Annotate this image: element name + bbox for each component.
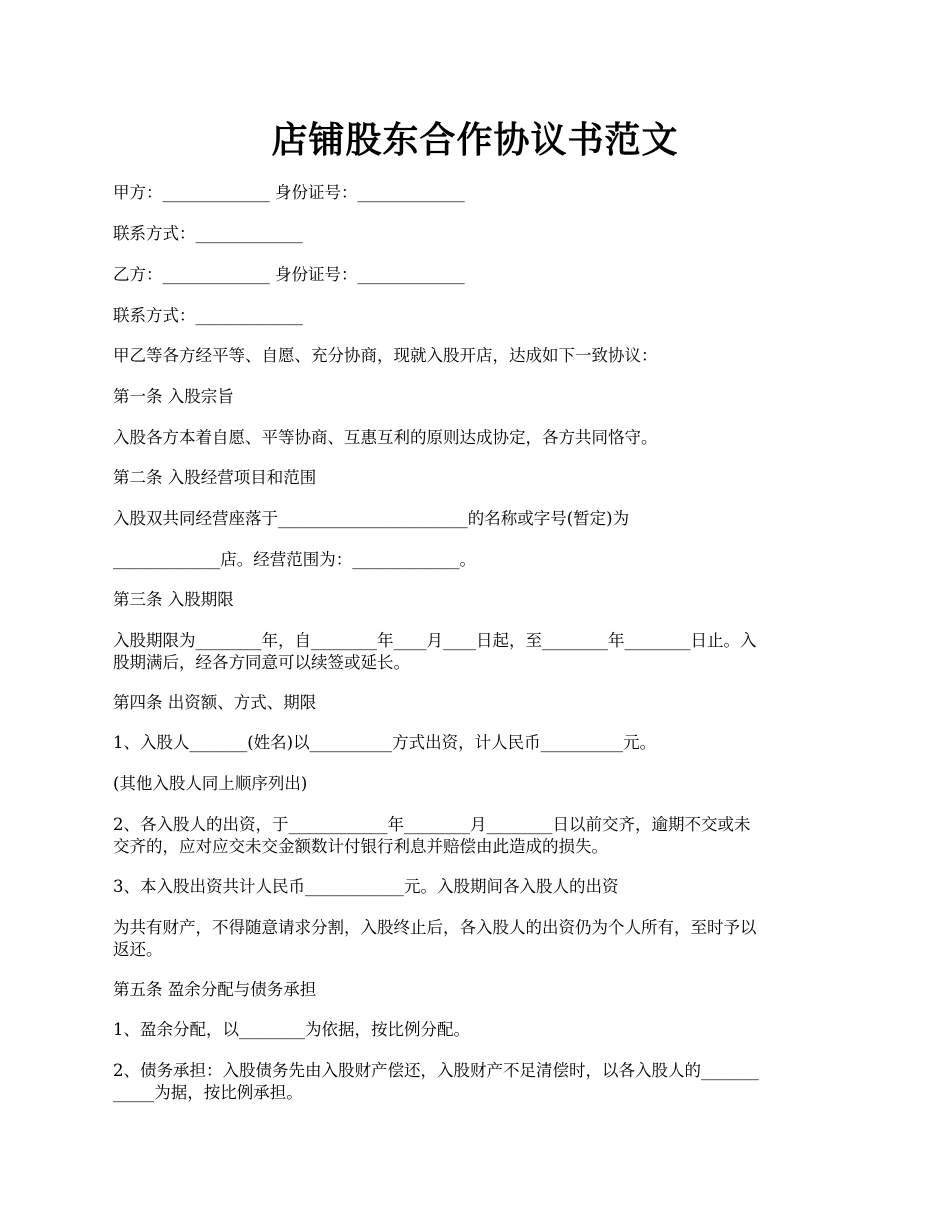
- article-4-clause-3-line-3: 返还。: [113, 940, 163, 959]
- article-2-heading: 第二条 入股经营项目和范围: [113, 468, 317, 487]
- article-3-text-line-2: 股期满后，经各方同意可以续签或延长。: [113, 653, 410, 672]
- article-2-text-line-2: _____________店。经营范围为：_____________。: [113, 550, 476, 569]
- article-1-text: 入股各方本着自愿、平等协商、互惠互利的原则达成协定，各方共同恪守。: [113, 428, 658, 447]
- party-b-line: 乙方：_____________ 身份证号：_____________: [113, 265, 465, 284]
- article-4-heading: 第四条 出资额、方式、期限: [113, 693, 317, 712]
- article-5-clause-2-line-2: _____为据，按比例承担。: [113, 1083, 303, 1102]
- article-5-heading: 第五条 盈余分配与债务承担: [113, 980, 317, 999]
- preamble-paragraph: 甲乙等各方经平等、自愿、充分协商，现就入股开店，达成如下一致协议：: [113, 346, 658, 365]
- article-4-clause-3-line-1: 3、本入股出资共计人民币____________元。入股期间各入股人的出资: [113, 877, 619, 896]
- article-1-heading: 第一条 入股宗旨: [113, 387, 234, 406]
- party-b-contact-line: 联系方式：_____________: [113, 306, 303, 325]
- article-4-note: (其他入股人同上顺序列出): [113, 774, 308, 793]
- article-4-clause-1: 1、入股人_______(姓名)以__________方式出资，计人民币__________元。: [113, 733, 657, 752]
- document-title: 店铺股东合作协议书范文: [271, 119, 679, 161]
- party-a-contact-line: 联系方式：_____________: [113, 224, 303, 243]
- article-5-clause-1: 1、盈余分配，以________为依据，按比例分配。: [113, 1020, 470, 1039]
- article-5-clause-2-line-1: 2、债务承担：入股债务先由入股财产偿还，入股财产不足清偿时，以各入股人的_______: [113, 1061, 759, 1080]
- party-a-line: 甲方：_____________ 身份证号：_____________: [113, 183, 465, 202]
- article-4-clause-2-line-1: 2、各入股人的出资，于____________年________月________日以前交齐，逾期不交或未: [113, 815, 751, 834]
- article-2-text-line-1: 入股双共同经营座落于_______________________的名称或字号(暂定)为: [113, 509, 630, 528]
- article-4-clause-2-line-2: 交齐的，应对应交未交金额数计付银行利息并赔偿由此造成的损失。: [113, 837, 608, 856]
- article-3-heading: 第三条 入股期限: [113, 590, 234, 609]
- article-3-text-line-1: 入股期限为________年，自________年____月____日起，至________年________日止。入: [113, 631, 757, 650]
- article-4-clause-3-line-2: 为共有财产，不得随意请求分割，入股终止后，各入股人的出资仍为个人所有，至时予以: [113, 918, 757, 937]
